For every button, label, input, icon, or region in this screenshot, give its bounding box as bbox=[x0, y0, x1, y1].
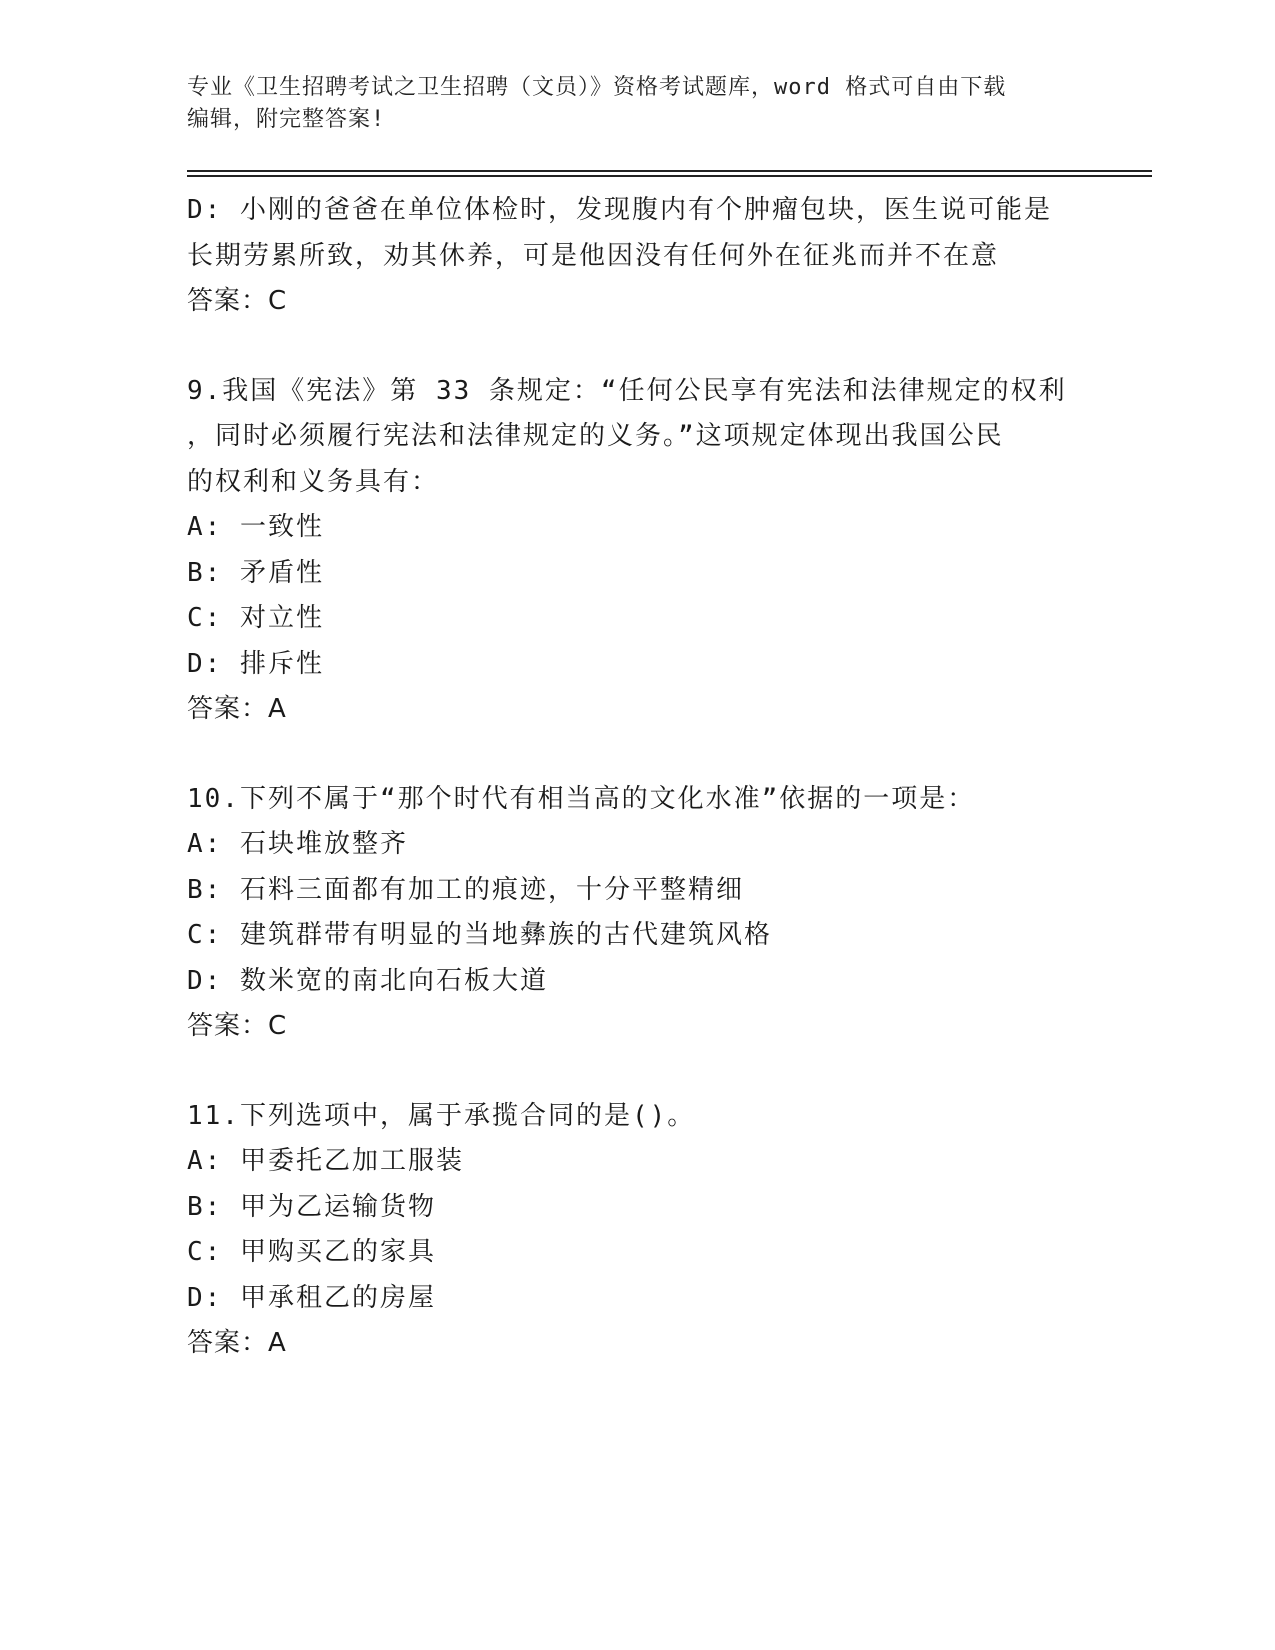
option-b: B: 石料三面都有加工的痕迹，十分平整精细 bbox=[187, 874, 744, 905]
option-b: B: 矛盾性 bbox=[187, 557, 324, 588]
option-a: A: 石块堆放整齐 bbox=[187, 829, 408, 859]
option-b: B: 甲为乙运输货物 bbox=[187, 1191, 436, 1222]
question-text: 9.我国《宪法》第 33 条规定：“任何公民享有宪法和法律规定的权利 bbox=[187, 375, 1067, 406]
option-d: D: 甲承租乙的房屋 bbox=[187, 1282, 436, 1313]
question-text: 10.下列不属于“那个时代有相当高的文化水准”依据的一项是： bbox=[187, 783, 976, 814]
question-text: 11.下列选项中，属于承揽合同的是()。 bbox=[187, 1100, 696, 1131]
option-a: A: 甲委托乙加工服装 bbox=[187, 1146, 464, 1176]
answer-line: 答案：C bbox=[187, 286, 288, 316]
question-text-continued: 的权利和义务具有： bbox=[187, 466, 440, 497]
header-line-2: 编辑，附完整答案! bbox=[187, 107, 386, 132]
option-d-continued: 长期劳累所致，劝其休养，可是他因没有任何外在征兆而并不在意 bbox=[187, 240, 1000, 271]
answer-line: 答案：A bbox=[187, 1328, 287, 1358]
header-rule-top bbox=[187, 170, 1152, 172]
option-c: C: 对立性 bbox=[187, 603, 324, 633]
option-d: D: 小刚的爸爸在单位体检时，发现腹内有个肿瘤包块，医生说可能是 bbox=[187, 195, 1052, 225]
option-d: D: 排斥性 bbox=[187, 648, 324, 679]
question-content bbox=[187, 188, 1087, 1367]
question-11 bbox=[187, 1094, 1087, 1367]
question-10 bbox=[187, 777, 1087, 1050]
question-8-tail bbox=[187, 188, 1087, 325]
question-9 bbox=[187, 369, 1087, 733]
option-c: C: 甲购买乙的家具 bbox=[187, 1237, 436, 1267]
header-rule-bottom bbox=[187, 175, 1152, 177]
document-header bbox=[187, 72, 1087, 136]
answer-line: 答案：A bbox=[187, 694, 287, 724]
option-c: C: 建筑群带有明显的当地彝族的古代建筑风格 bbox=[187, 920, 772, 950]
header-line-1: 专业《卫生招聘考试之卫生招聘（文员）》资格考试题库，word 格式可自由下载 bbox=[187, 75, 1007, 100]
question-text-continued: ，同时必须履行宪法和法律规定的义务。”这项规定体现出我国公民 bbox=[187, 421, 1004, 451]
option-d: D: 数米宽的南北向石板大道 bbox=[187, 965, 548, 996]
option-a: A: 一致性 bbox=[187, 512, 324, 542]
answer-line: 答案：C bbox=[187, 1011, 288, 1041]
